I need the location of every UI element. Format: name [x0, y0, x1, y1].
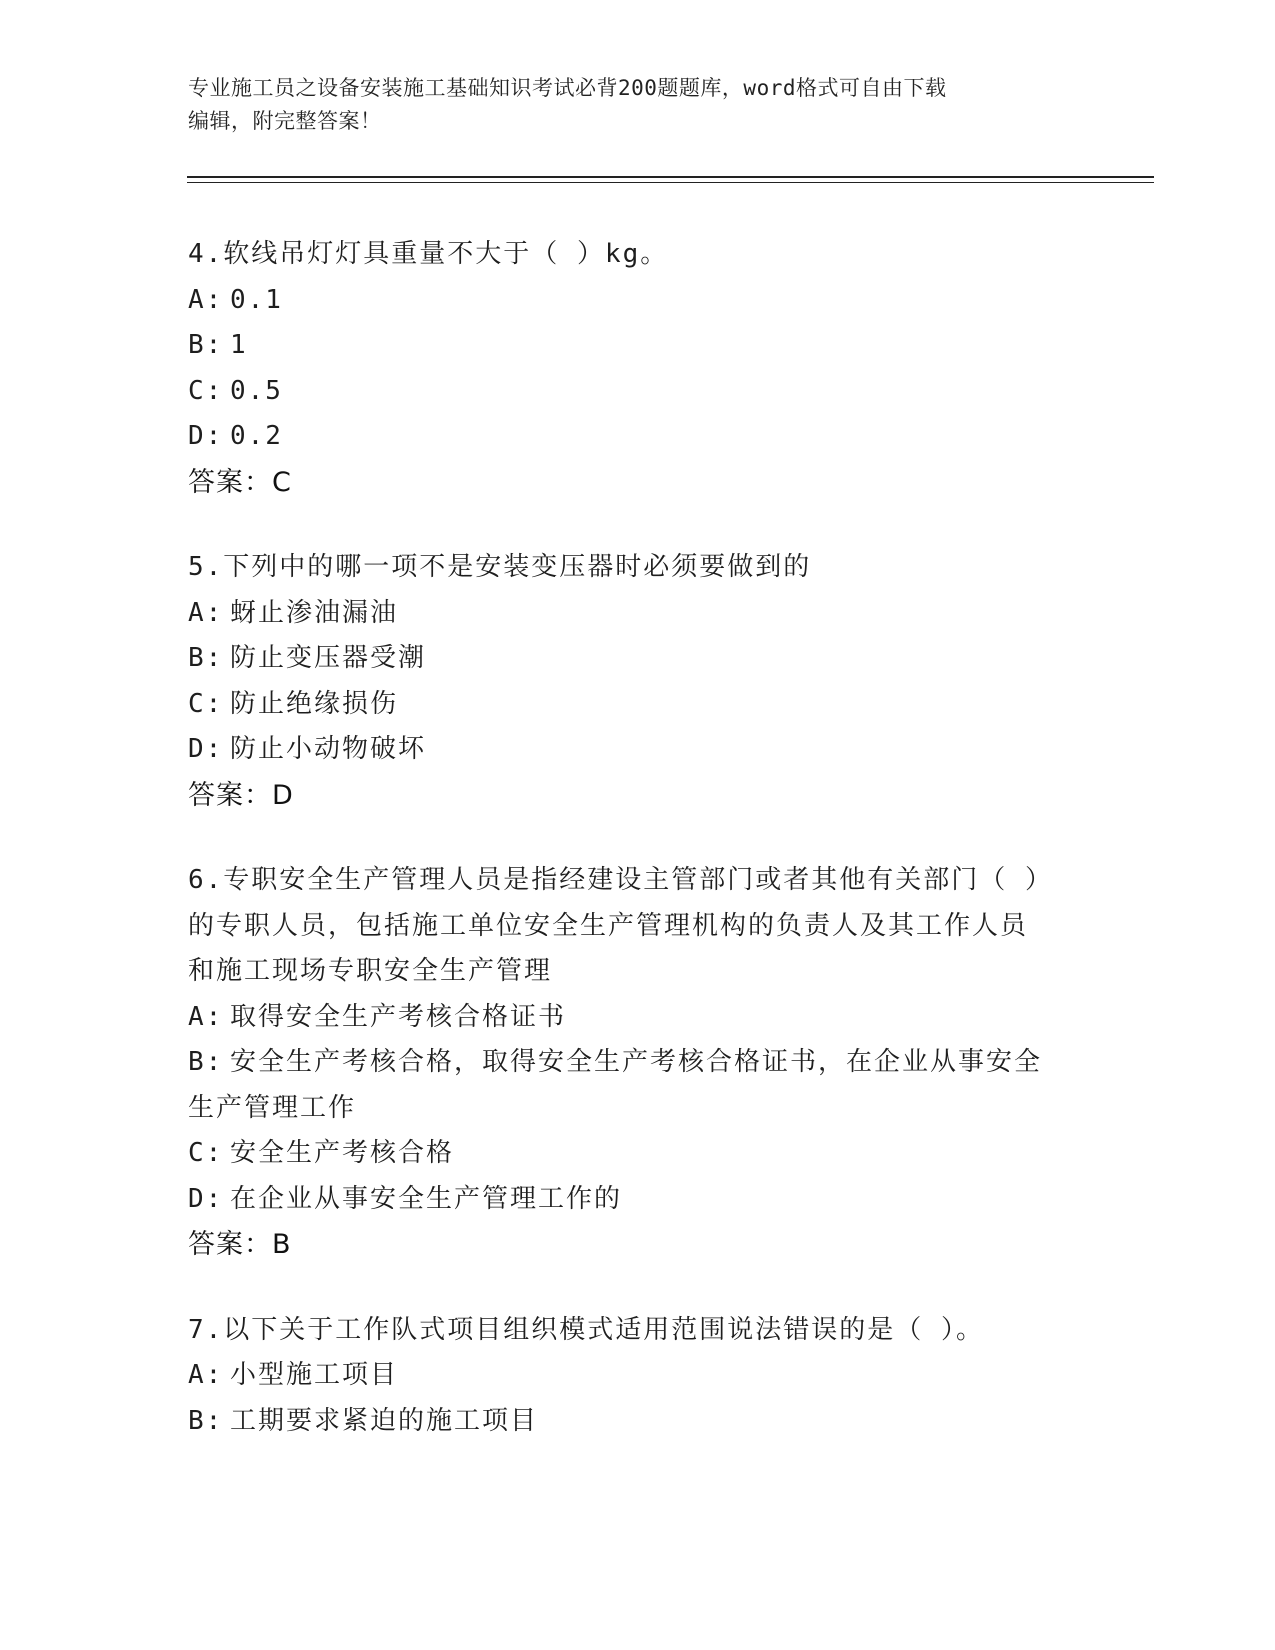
question-7 [188, 1308, 1088, 1445]
question-stem: 的专职人员，包括施工单位安全生产管理机构的负责人及其工作人员 [188, 910, 1029, 941]
question-stem: 和施工现场专职安全生产管理 [188, 956, 553, 986]
question-stem: 5.下列中的哪一项不是安装变压器时必须要做到的 [188, 552, 812, 582]
option-b [188, 323, 1088, 369]
option-text: 0.1 [230, 284, 283, 315]
option-text: 防止绝缘损伤 [230, 688, 399, 719]
option-key: B: [188, 1047, 224, 1077]
option-key: A: [188, 1001, 224, 1032]
question-stem: 6.专职安全生产管理人员是指经建设主管部门或者其他有关部门（ ） [188, 865, 1053, 895]
option-key: D: [188, 421, 224, 451]
option-a [188, 1353, 1088, 1399]
header-divider-thin [187, 182, 1154, 183]
option-b [188, 636, 1088, 682]
option-key: A: [188, 1360, 224, 1390]
option-text: 工期要求紧迫的施工项目 [230, 1405, 539, 1436]
header-line-2: 编辑，附完整答案！ [188, 109, 382, 133]
question-4 [188, 232, 1088, 505]
option-key: B: [188, 1405, 224, 1436]
option-text: 1 [230, 330, 248, 360]
option-key: A: [188, 597, 224, 628]
question-list [188, 232, 1088, 1484]
question-stem: 7.以下关于工作队式项目组织模式适用范围说法错误的是（ ）。 [188, 1314, 984, 1345]
option-d [188, 414, 1088, 460]
option-text: 防止小动物破坏 [230, 734, 427, 764]
option-c [188, 369, 1088, 415]
answer-label: 答案：C [188, 466, 292, 498]
option-b [188, 1399, 1088, 1445]
option-c [188, 682, 1088, 728]
question-stem: 4.软线吊灯灯具重量不大于（ ）kg。 [188, 239, 669, 269]
option-d [188, 727, 1088, 773]
option-key: B: [188, 643, 224, 673]
option-c [188, 1131, 1088, 1177]
option-text: 蚜止渗油漏油 [230, 597, 399, 628]
question-6 [188, 858, 1088, 1268]
option-key: C: [188, 688, 224, 719]
option-a [188, 278, 1088, 324]
option-b [188, 1040, 1088, 1086]
option-text: 在企业从事安全生产管理工作的 [230, 1183, 623, 1214]
option-text: 0.2 [230, 421, 283, 451]
answer-label: 答案：D [188, 779, 294, 811]
option-d [188, 1177, 1088, 1223]
option-text: 小型施工项目 [230, 1360, 399, 1390]
option-key: D: [188, 734, 224, 764]
option-key: A: [188, 284, 224, 315]
header-divider [187, 176, 1154, 178]
option-b-continued: 生产管理工作 [188, 1092, 357, 1123]
option-key: D: [188, 1183, 224, 1214]
option-key: C: [188, 1138, 224, 1168]
option-a [188, 995, 1088, 1041]
option-text: 0.5 [230, 375, 283, 406]
option-key: B: [188, 330, 224, 360]
option-text: 安全生产考核合格，取得安全生产考核合格证书，在企业从事安全 [230, 1047, 1043, 1077]
question-5 [188, 545, 1088, 818]
option-a [188, 591, 1088, 637]
answer-label: 答案：B [188, 1229, 292, 1260]
option-text: 取得安全生产考核合格证书 [230, 1001, 567, 1032]
document-header [188, 72, 1068, 138]
option-text: 安全生产考核合格 [230, 1138, 455, 1168]
option-text: 防止变压器受潮 [230, 643, 427, 673]
header-line-1: 专业施工员之设备安装施工基础知识考试必背200题题库，word格式可自由下载 [188, 76, 947, 100]
option-key: C: [188, 375, 224, 406]
